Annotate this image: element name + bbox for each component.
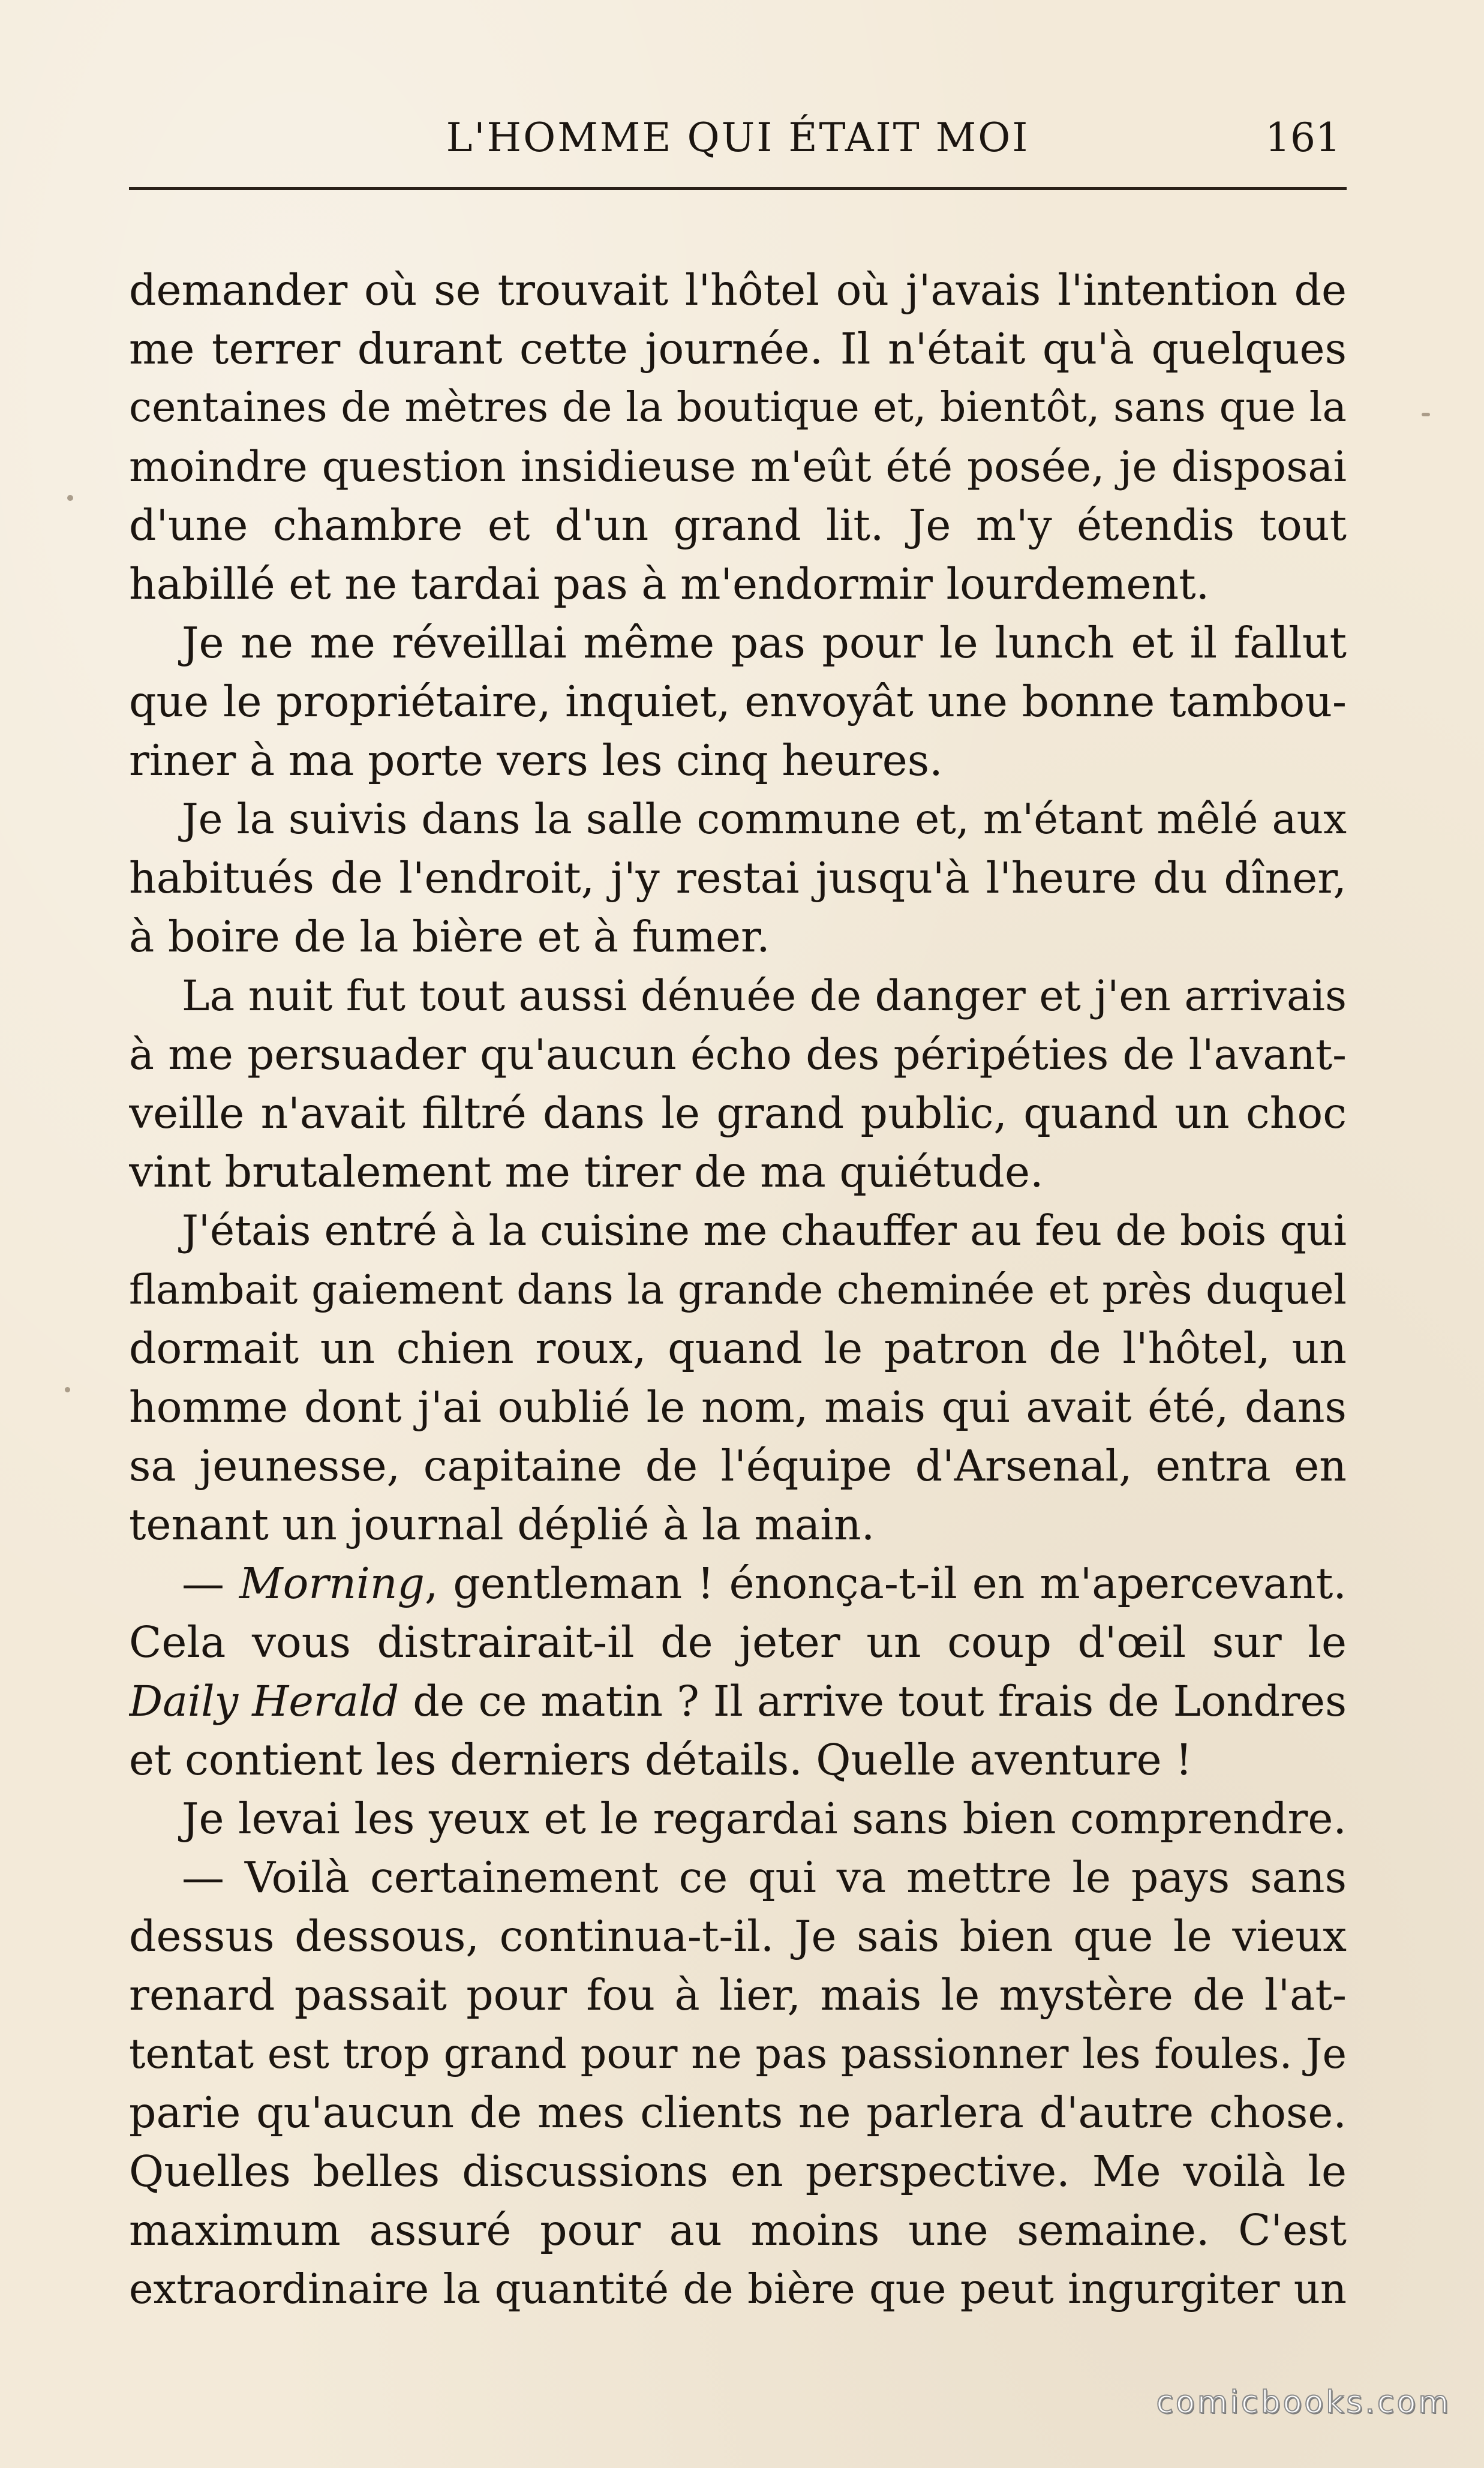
header-rule xyxy=(129,187,1347,190)
text-line: à me persuader qu'aucun écho des péripéties de l'avant- xyxy=(129,1030,1347,1079)
text-line: que le propriétaire, inquiet, envoyât une bonne tambou- xyxy=(129,677,1347,726)
text-line: à boire de la bière et à fumer. xyxy=(129,912,770,962)
text-line: flambait gaiement dans la grande cheminée et près duquel xyxy=(129,1266,1347,1313)
text-line: Daily Herald de ce matin ? Il arrive tout frais de Londres xyxy=(129,1677,1347,1726)
watermark-logo: comicbooks.com xyxy=(1156,2385,1451,2421)
text-line: me terrer durant cette journée. Il n'était qu'à quelques xyxy=(129,324,1347,374)
paper-speck xyxy=(67,495,73,501)
text-line: et contient les derniers détails. Quelle aventure ! xyxy=(129,1735,1192,1785)
text-line: renard passait pour fou à lier, mais le mystère de l'at- xyxy=(129,1970,1347,2020)
text-line: dessus dessous, continua-t-il. Je sais bien que le vieux xyxy=(129,1911,1347,1961)
text-line: moindre question insidieuse m'eût été posée, je disposai xyxy=(129,442,1347,491)
text-line: centaines de mètres de la boutique et, bientôt, sans que la xyxy=(129,384,1347,431)
running-header xyxy=(129,105,1347,171)
italic-word: Morning xyxy=(239,1559,425,1608)
newspaper-title: Daily Herald xyxy=(129,1677,399,1726)
text-line: parie qu'aucun de mes clients ne parlera d'autre chose. xyxy=(129,2088,1347,2137)
text-line: Quelles belles discussions en perspective. Me voilà le xyxy=(129,2146,1347,2196)
text-line: maximum assuré pour au moins une semaine. C'est xyxy=(129,2205,1347,2255)
text-line: veille n'avait filtré dans le grand public, quand un choc xyxy=(129,1088,1347,1138)
text-line: sa jeunesse, capitaine de l'équipe d'Arsenal, entra en xyxy=(129,1441,1347,1491)
page-number: 161 xyxy=(1265,115,1341,161)
text-line: tenant un journal déplié à la main. xyxy=(129,1500,875,1550)
text-line: d'une chambre et d'un grand lit. Je m'y étendis tout xyxy=(129,500,1347,550)
text-line: demander où se trouvait l'hôtel où j'avais l'intention de xyxy=(129,265,1347,315)
text-line: extraordinaire la quantité de bière que peut ingurgiter un xyxy=(129,2265,1347,2313)
text-line: La nuit fut tout aussi dénuée de danger et j'en arrivais xyxy=(182,971,1347,1020)
text-line: J'étais entré à la cuisine me chauffer au feu de bois qui xyxy=(182,1206,1347,1255)
text-line: Je la suivis dans la salle commune et, m'étant mêlé aux xyxy=(182,795,1347,843)
text-line: homme dont j'ai oublié le nom, mais qui avait été, dans xyxy=(129,1382,1347,1432)
text-line: riner à ma porte vers les cinq heures. xyxy=(129,735,943,785)
text-line: — Morning, gentleman ! énonça-t-il en m'apercevant. xyxy=(182,1559,1347,1608)
text-line: Cela vous distrairait-il de jeter un coup d'œil sur le xyxy=(129,1617,1347,1667)
text-line: tentat est trop grand pour ne pas passionner les foules. Je xyxy=(129,2030,1347,2078)
text-line: vint brutalement me tirer de ma quiétude. xyxy=(129,1147,1044,1197)
paper-speck xyxy=(1422,413,1430,416)
text-line: dormait un chien roux, quand le patron de l'hôtel, un xyxy=(129,1323,1347,1373)
text-line: Je ne me réveillai même pas pour le lunch et il fallut xyxy=(182,618,1347,668)
text-line: — Voilà certainement ce qui va mettre le pays sans xyxy=(182,1852,1347,1902)
text-line: Je levai les yeux et le regardai sans bien comprendre. xyxy=(182,1794,1347,1844)
paper-speck xyxy=(65,1387,70,1392)
body-text xyxy=(129,261,1347,2319)
text-line: habitués de l'endroit, j'y restai jusqu'à l'heure du dîner, xyxy=(129,853,1347,903)
running-title: L'HOMME QUI ÉTAIT MOI xyxy=(446,115,1030,161)
text-line: habillé et ne tardai pas à m'endormir lourdement. xyxy=(129,559,1210,609)
